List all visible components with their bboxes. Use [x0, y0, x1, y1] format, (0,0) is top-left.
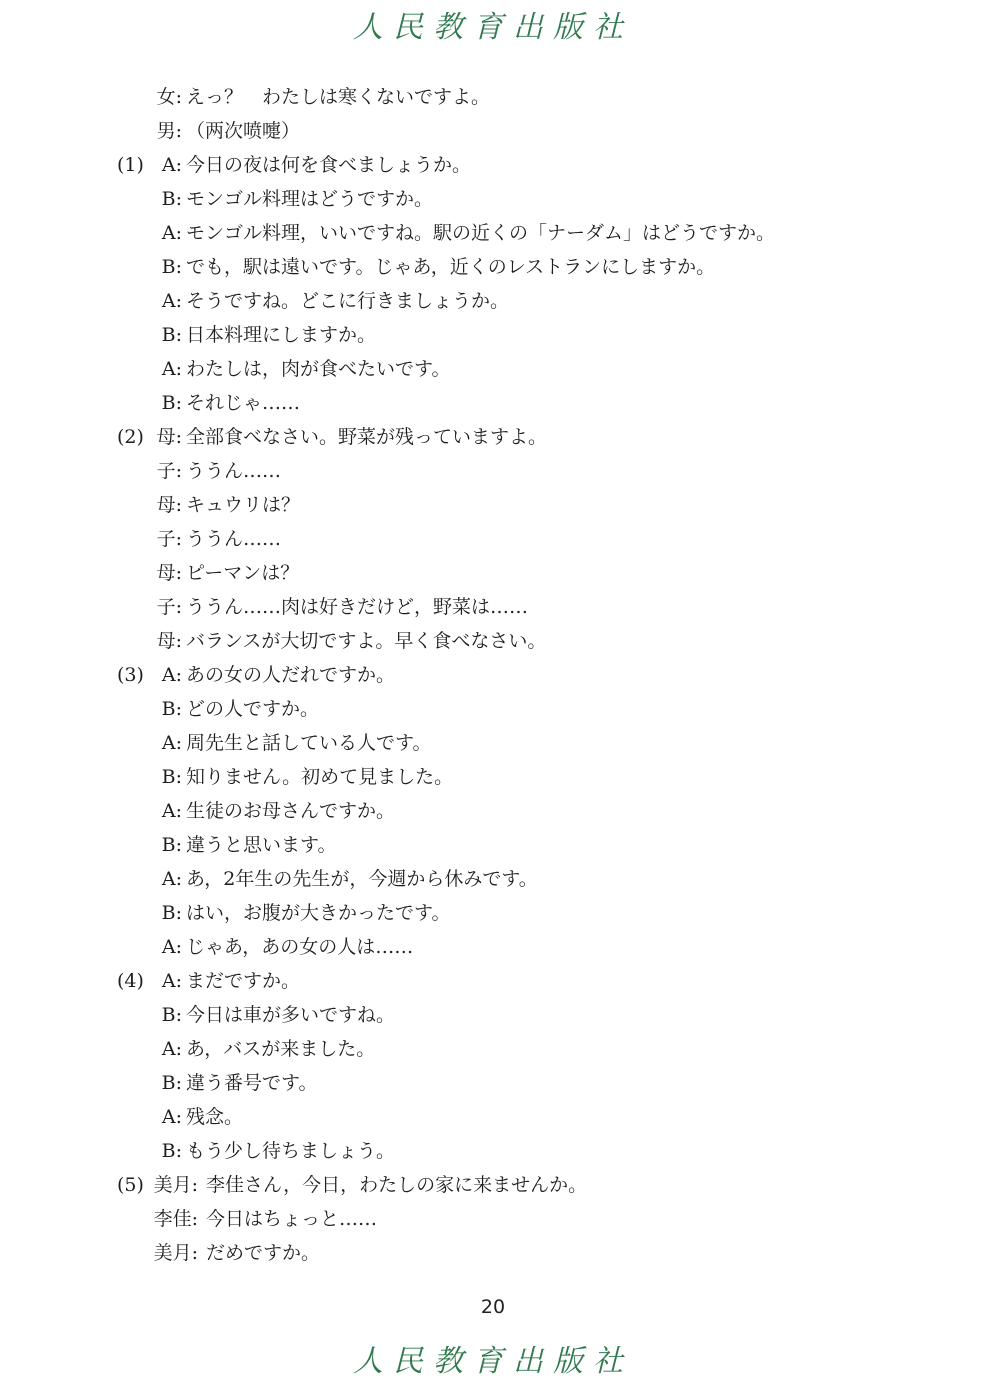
- speaker-label: A:: [161, 154, 182, 176]
- speaker-label: 母:: [156, 426, 182, 448]
- speaker-label: B:: [161, 256, 182, 278]
- line-text: （两次喷嚏）: [186, 120, 301, 142]
- line-text: ううん……: [186, 528, 282, 550]
- dialogue-line: [0, 148, 986, 182]
- dialogue-line: [0, 624, 986, 658]
- speaker-label: 母:: [156, 494, 182, 516]
- line-text: ううん……: [186, 460, 282, 482]
- dialogue-line: [0, 828, 986, 862]
- line-text: 全部食べなさい。野菜が残っていますよ。: [186, 426, 548, 448]
- speaker-label: 李佳:: [153, 1208, 198, 1230]
- dialogue-line: [0, 114, 986, 148]
- line-text: 日本料理にしますか。: [186, 324, 377, 346]
- speaker-label: B:: [161, 902, 182, 924]
- speaker-label: 子:: [156, 460, 182, 482]
- dialogue-line: [0, 182, 986, 216]
- speaker-label: B:: [161, 698, 182, 720]
- speaker-label: 美月:: [153, 1174, 198, 1196]
- speaker-label: A:: [161, 290, 182, 312]
- dialogue-line: [0, 692, 986, 726]
- dialogue-line: [0, 454, 986, 488]
- speaker-label: B:: [161, 1072, 182, 1094]
- dialogue-line: [0, 522, 986, 556]
- line-text: モンゴル料理はどうですか。: [186, 188, 434, 210]
- dialogue-line: [0, 216, 986, 250]
- publisher-logo-footer: 人民教育出版社: [353, 1344, 633, 1379]
- speaker-label: B:: [161, 766, 182, 788]
- speaker-label: 女:: [156, 86, 182, 108]
- dialogue-line: [0, 352, 986, 386]
- dialogue-line: [0, 760, 986, 794]
- line-text: 残念。: [186, 1106, 244, 1128]
- speaker-label: A:: [161, 1038, 182, 1060]
- line-text: キュウリは？: [186, 494, 301, 516]
- dialogue-line: [0, 284, 986, 318]
- line-text: それじゃ……: [186, 392, 301, 414]
- line-text: えっ？ わたしは寒くないですよ。: [186, 86, 491, 108]
- dialogue-line: [0, 794, 986, 828]
- dialogue-line: [0, 1100, 986, 1134]
- dialogue-line: [0, 386, 986, 420]
- speaker-label: A:: [161, 800, 182, 822]
- speaker-label: B:: [161, 1140, 182, 1162]
- line-text: そうですね。どこに行きましょうか。: [186, 290, 510, 312]
- dialogue-line: [0, 896, 986, 930]
- speaker-label: A:: [161, 358, 182, 380]
- line-text: はい，お腹が大きかったです。: [186, 902, 451, 924]
- line-text: バランスが大切ですよ。早く食べなさい。: [186, 630, 547, 652]
- line-text: 今日は車が多いですね。: [186, 1004, 396, 1026]
- speaker-label: B:: [161, 188, 182, 210]
- item-number: (4): [117, 970, 144, 992]
- speaker-label: A:: [161, 732, 182, 754]
- speaker-label: 母:: [156, 630, 182, 652]
- line-text: ううん……肉は好きだけど，野菜は……: [186, 596, 529, 618]
- line-text: 今日の夜は何を食べましょうか。: [186, 154, 472, 176]
- line-text: どの人ですか。: [186, 698, 320, 720]
- dialogue-line: [0, 1236, 986, 1270]
- line-text: だめですか。: [206, 1242, 321, 1264]
- line-text: 違うと思います。: [186, 834, 337, 856]
- dialogue-line: [0, 1032, 986, 1066]
- item-number: (2): [117, 426, 144, 448]
- line-text: もう少し待ちましょう。: [186, 1140, 396, 1162]
- speaker-label: A:: [161, 1106, 182, 1128]
- dialogue-line: [0, 1168, 986, 1202]
- dialogue-line: [0, 80, 986, 114]
- speaker-label: B:: [161, 834, 182, 856]
- speaker-label: 母:: [156, 562, 182, 584]
- speaker-label: A:: [161, 868, 182, 890]
- line-text: わたしは，肉が食べたいです。: [186, 358, 451, 380]
- dialogue-line: [0, 726, 986, 760]
- speaker-label: 男:: [156, 120, 182, 142]
- dialogue-line: [0, 488, 986, 522]
- dialogue-line: [0, 1134, 986, 1168]
- line-text: 知りません。初めて見ました。: [186, 766, 454, 788]
- speaker-label: B:: [161, 1004, 182, 1026]
- line-text: あ，2年生の先生が，今週から休みです。: [186, 868, 538, 890]
- item-number: (1): [117, 154, 144, 176]
- speaker-label: A:: [161, 222, 182, 244]
- speaker-label: 美月:: [153, 1242, 198, 1264]
- line-text: あの女の人だれですか。: [186, 664, 396, 686]
- dialogue-line: [0, 318, 986, 352]
- dialogue-line: [0, 590, 986, 624]
- line-text: まだですか。: [186, 970, 301, 992]
- line-text: あ，バスが来ました。: [186, 1038, 376, 1060]
- page-number: 20: [480, 1296, 506, 1318]
- dialogue-line: [0, 930, 986, 964]
- dialogue-line: [0, 556, 986, 590]
- speaker-label: B:: [161, 392, 182, 414]
- dialogue-line: [0, 998, 986, 1032]
- line-text: ピーマンは？: [186, 562, 300, 584]
- dialogue-line: [0, 420, 986, 454]
- line-text: じゃあ，あの女の人は……: [186, 936, 414, 958]
- line-text: モンゴル料理，いいですね。駅の近くの「ナーダム」はどうですか。: [186, 222, 776, 244]
- dialogue-line: [0, 250, 986, 284]
- speaker-label: A:: [161, 970, 182, 992]
- line-text: 違う番号です。: [186, 1072, 318, 1094]
- dialogue-line: [0, 658, 986, 692]
- speaker-label: A:: [161, 664, 182, 686]
- line-text: でも，駅は遠いです。じゃあ，近くのレストランにしますか。: [186, 256, 716, 278]
- line-text: 生徒のお母さんですか。: [186, 800, 396, 822]
- line-text: 今日はちょっと……: [206, 1208, 378, 1230]
- line-text: 李佳さん，今日，わたしの家に来ませんか。: [206, 1174, 588, 1196]
- speaker-label: 子:: [156, 596, 182, 618]
- dialogue-line: [0, 862, 986, 896]
- dialogue-line: [0, 1066, 986, 1100]
- publisher-logo-header: 人民教育出版社: [353, 10, 633, 45]
- item-number: (3): [117, 664, 144, 686]
- item-number: (5): [117, 1174, 144, 1196]
- speaker-label: 子:: [156, 528, 182, 550]
- dialogue-line: [0, 964, 986, 998]
- line-text: 周先生と話している人です。: [186, 732, 432, 754]
- speaker-label: B:: [161, 324, 182, 346]
- dialogue-line: [0, 1202, 986, 1236]
- speaker-label: A:: [161, 936, 182, 958]
